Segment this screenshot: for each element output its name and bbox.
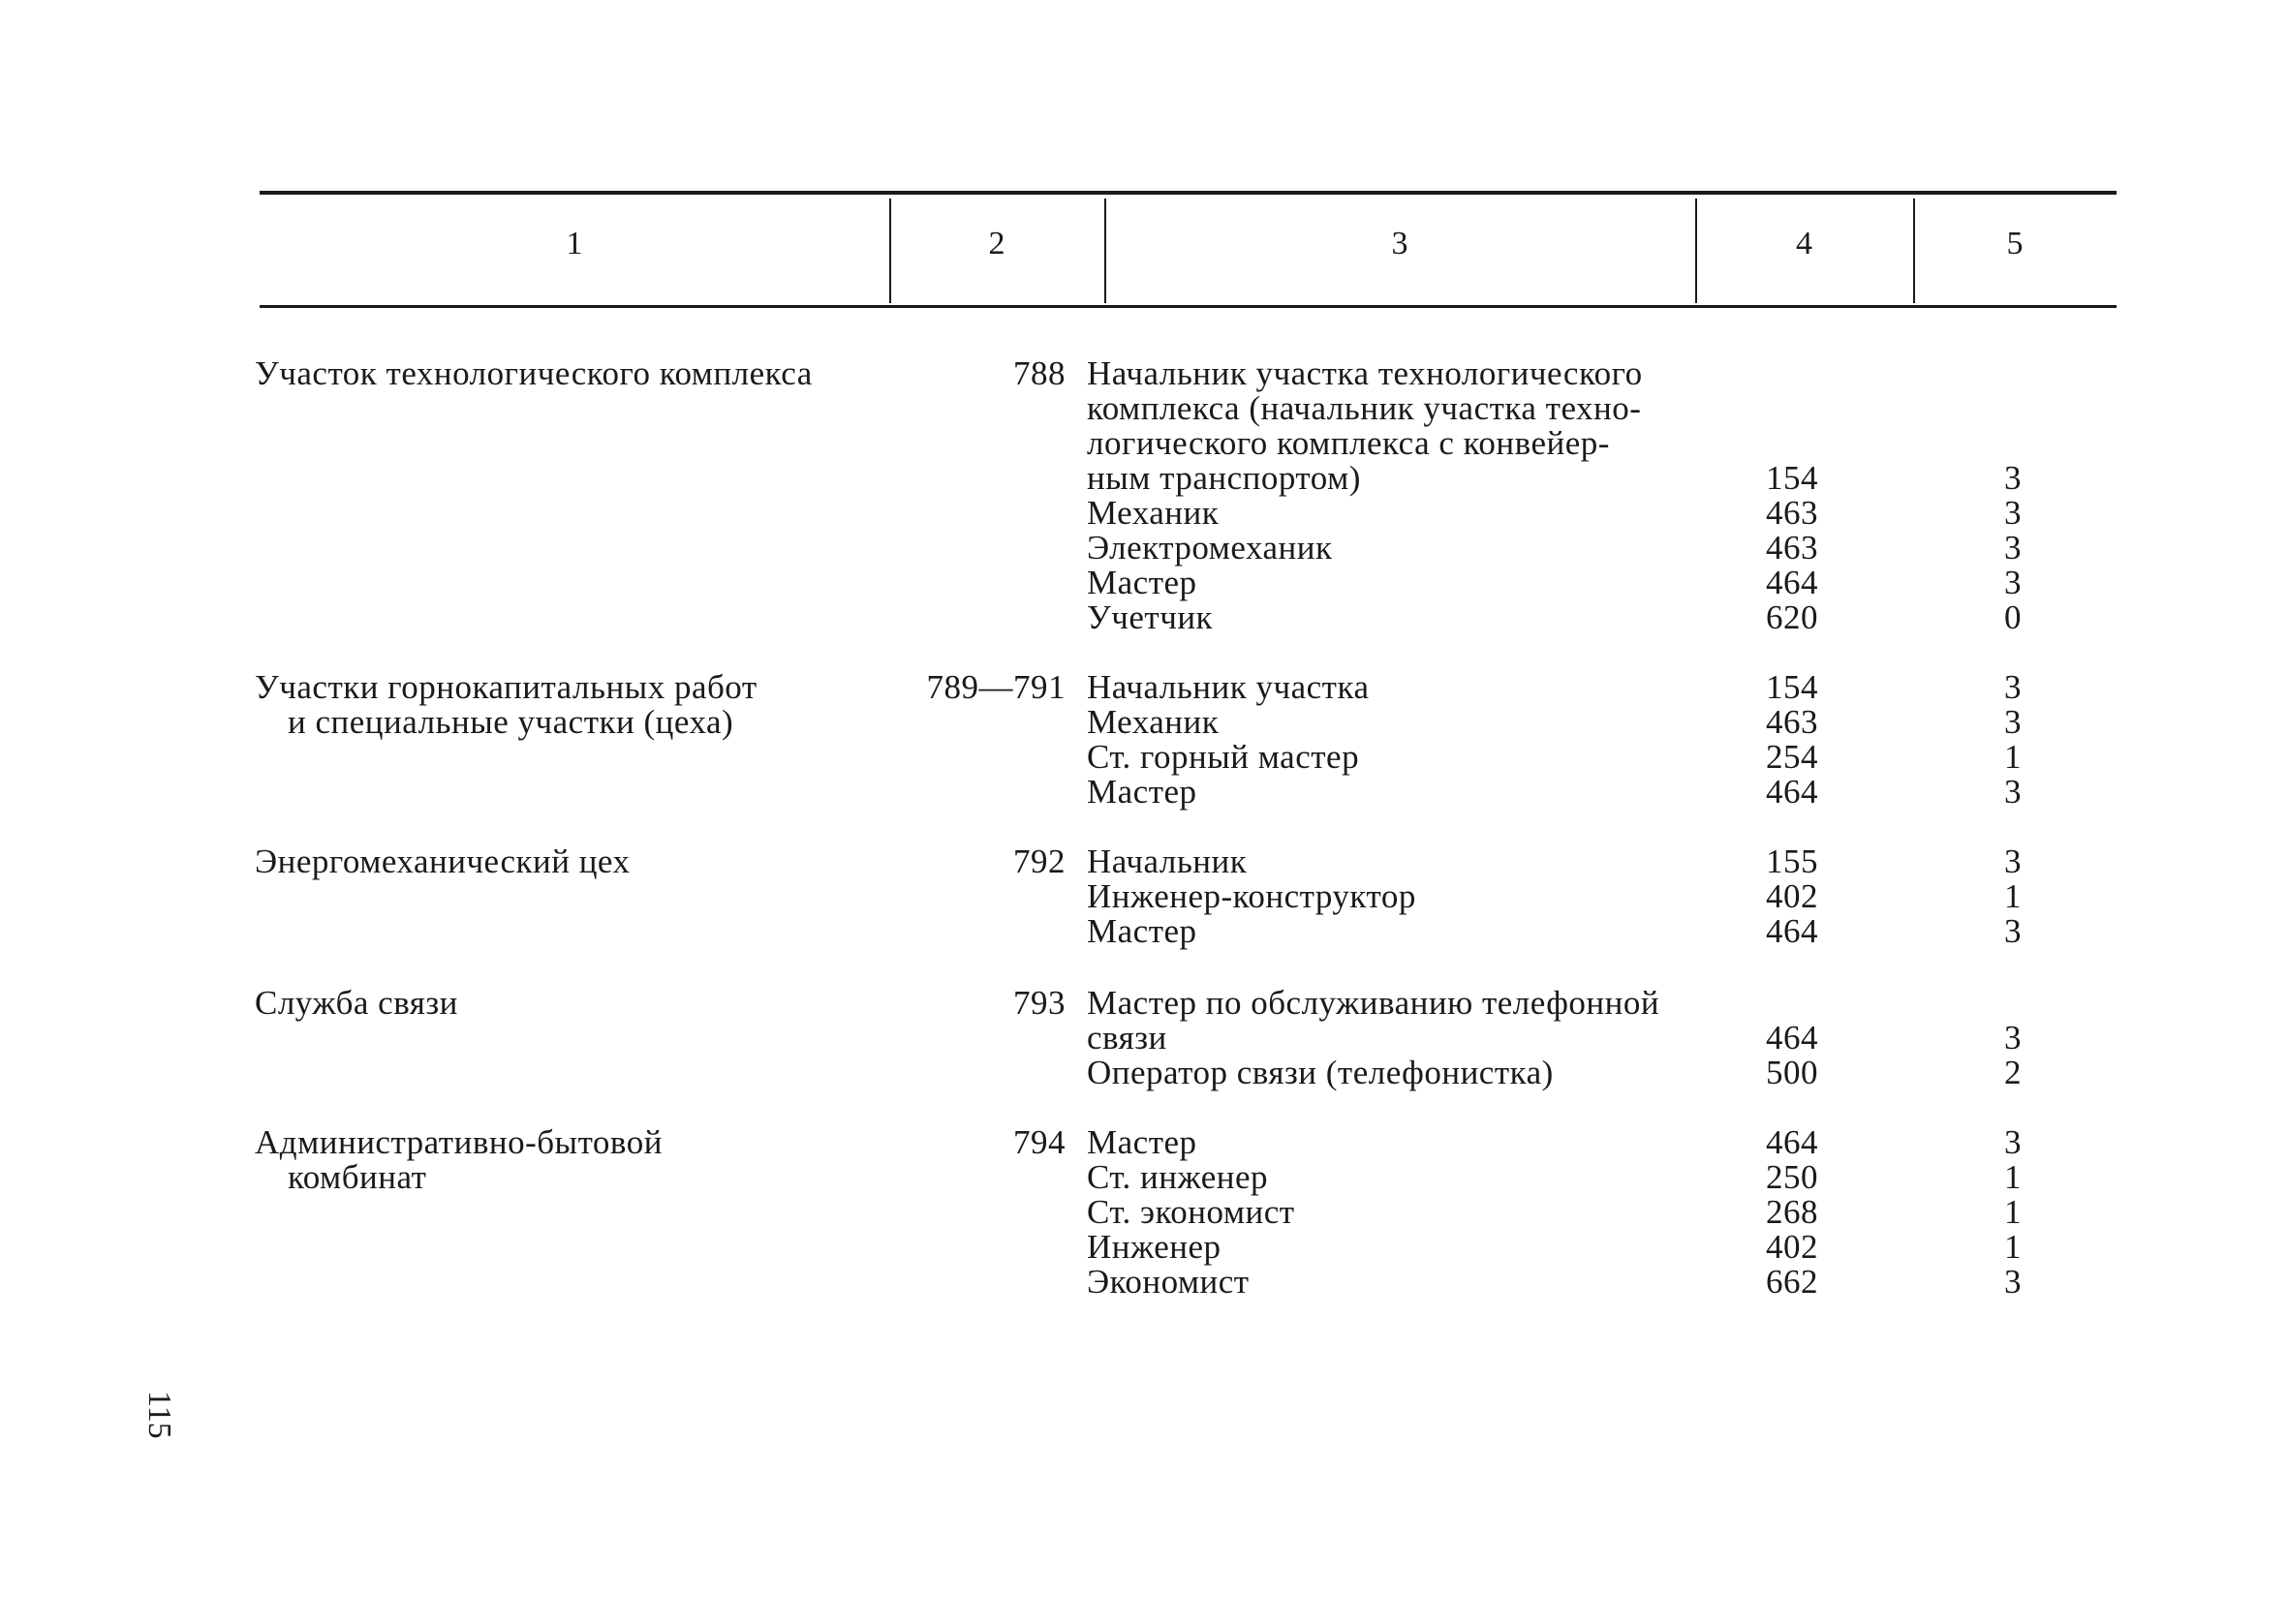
position-number: 463 [1766,529,1818,567]
position-count: 3 [2004,1019,2022,1057]
section-name: Участок технологического комплекса [255,354,813,392]
position-title: Механик [1087,494,1220,532]
position-number: 254 [1766,738,1818,776]
position-count: 1 [2004,1193,2022,1231]
position-number: 463 [1766,703,1818,741]
position-title: Мастер [1087,912,1197,950]
position-title: Механик [1087,703,1220,741]
position-title: Учетчик [1087,598,1214,636]
position-number: 464 [1766,1123,1818,1161]
page-number: 115 [141,1391,177,1439]
header-col-4: 4 [1796,226,1812,261]
position-title: Мастер по обслуживанию телефонной [1087,984,1660,1022]
position-title: Мастер [1087,1123,1197,1161]
position-count: 3 [2004,703,2022,741]
position-count: 1 [2004,1158,2022,1196]
section-code: 792 [1013,843,1066,880]
position-title: комплекса (начальник участка техно- [1087,389,1642,427]
position-number: 464 [1766,912,1818,950]
table-header-rule [260,305,2117,308]
position-title: Мастер [1087,773,1197,811]
position-number: 620 [1766,598,1818,636]
section-code: 793 [1013,984,1066,1022]
position-title: Экономист [1087,1263,1250,1301]
section-name: Энергомеханический цех [255,843,631,880]
section-name: и специальные участки (цеха) [288,703,734,741]
position-title: Мастер [1087,564,1197,601]
header-col-5: 5 [2006,226,2024,261]
header-col-2: 2 [988,226,1005,261]
position-number: 463 [1766,494,1818,532]
position-title: Инженер-конструктор [1087,877,1416,915]
position-count: 1 [2004,738,2022,776]
position-number: 250 [1766,1158,1818,1196]
position-title: логического комплекса с конвейер- [1087,424,1610,462]
position-title: Оператор связи (телефонистка) [1087,1054,1554,1091]
position-title: Ст. горный мастер [1087,738,1360,776]
position-count: 3 [2004,459,2022,497]
header-col-1: 1 [566,226,583,261]
position-count: 3 [2004,668,2022,706]
position-title: Электромеханик [1087,529,1333,567]
position-number: 464 [1766,773,1818,811]
position-number: 154 [1766,668,1818,706]
position-title: ным транспортом) [1087,459,1361,497]
position-count: 3 [2004,1123,2022,1161]
position-count: 3 [2004,529,2022,567]
section-name: Участки горнокапитальных работ [255,668,758,706]
position-count: 0 [2004,598,2022,636]
position-number: 464 [1766,1019,1818,1057]
position-title: Ст. экономист [1087,1193,1295,1231]
position-count: 3 [2004,912,2022,950]
section-name: Служба связи [255,984,458,1022]
header-col-3: 3 [1391,226,1408,261]
position-title: Начальник участка [1087,668,1370,706]
position-number: 500 [1766,1054,1818,1091]
section-code: 788 [1013,354,1066,392]
position-number: 662 [1766,1263,1818,1301]
position-number: 268 [1766,1193,1818,1231]
position-title: Ст. инженер [1087,1158,1269,1196]
position-count: 2 [2004,1054,2022,1091]
position-number: 402 [1766,1228,1818,1266]
position-count: 3 [2004,564,2022,601]
position-number: 154 [1766,459,1818,497]
position-number: 402 [1766,877,1818,915]
position-count: 3 [2004,494,2022,532]
section-code: 794 [1013,1123,1066,1161]
position-count: 1 [2004,1228,2022,1266]
section-name: комбинат [288,1158,427,1196]
position-count: 3 [2004,1263,2022,1301]
table-top-rule [260,191,2117,195]
position-count: 1 [2004,877,2022,915]
position-number: 155 [1766,843,1818,880]
position-title: Начальник [1087,843,1248,880]
position-title: Начальник участка технологического [1087,354,1643,392]
position-number: 464 [1766,564,1818,601]
section-code: 789—791 [926,668,1066,706]
position-title: связи [1087,1019,1167,1057]
section-name: Административно-бытовой [255,1123,663,1161]
position-count: 3 [2004,773,2022,811]
position-title: Инженер [1087,1228,1221,1266]
position-count: 3 [2004,843,2022,880]
